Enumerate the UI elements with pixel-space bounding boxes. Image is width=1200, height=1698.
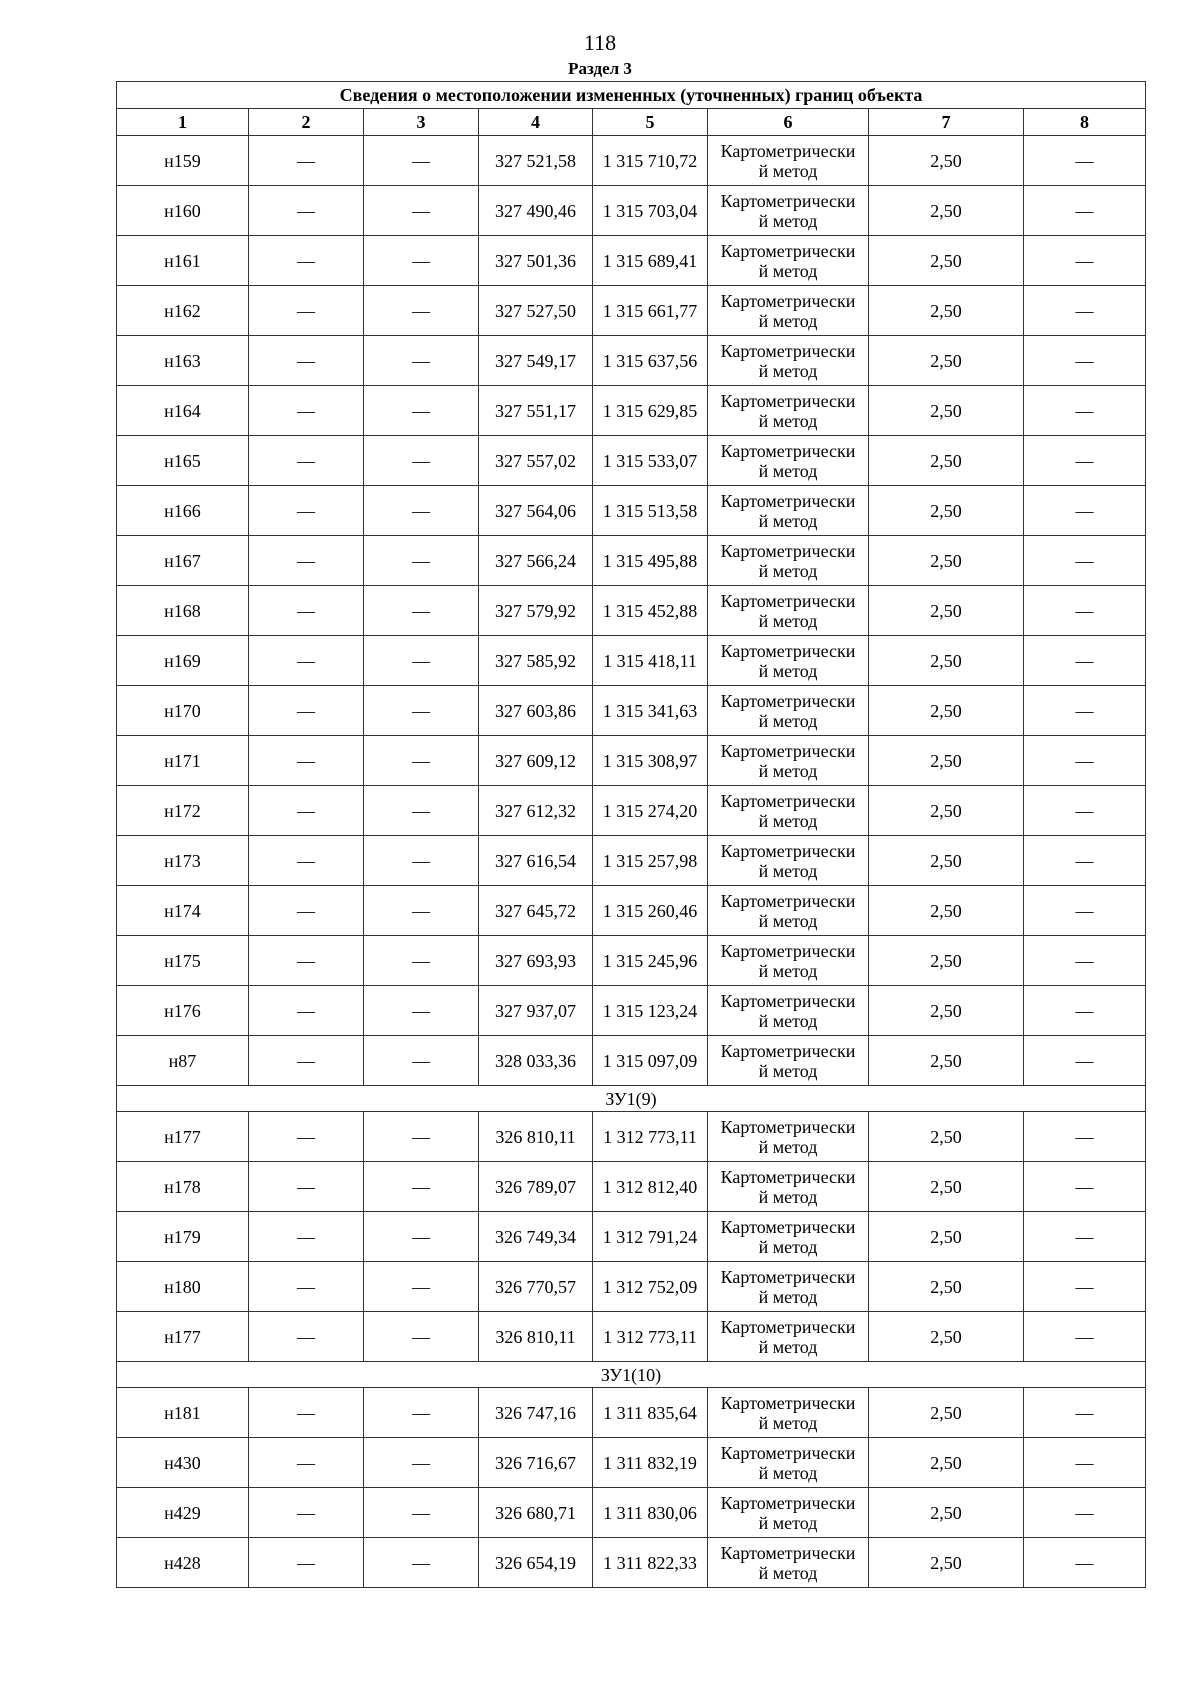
x-coordinate-cell: 326 716,67 xyxy=(479,1438,593,1488)
y-coordinate-cell: 1 315 661,77 xyxy=(593,286,708,336)
col8-value-cell: — xyxy=(1024,136,1146,186)
column-number-row xyxy=(117,109,1146,136)
column-number-3: 3 xyxy=(364,109,479,136)
col3-value-cell: — xyxy=(364,836,479,886)
accuracy-cell: 2,50 xyxy=(869,736,1024,786)
col8-value-cell: — xyxy=(1024,1036,1146,1086)
accuracy-cell: 2,50 xyxy=(869,1538,1024,1588)
group-label: ЗУ1(9) xyxy=(117,1086,1146,1112)
y-coordinate-cell: 1 315 710,72 xyxy=(593,136,708,186)
accuracy-cell: 2,50 xyxy=(869,986,1024,1036)
y-coordinate-cell: 1 315 533,07 xyxy=(593,436,708,486)
col3-value-cell: — xyxy=(364,786,479,836)
y-coordinate-cell: 1 315 418,11 xyxy=(593,636,708,686)
point-name-cell: н179 xyxy=(117,1212,249,1262)
col2-value-cell: — xyxy=(249,336,364,386)
x-coordinate-cell: 327 551,17 xyxy=(479,386,593,436)
group-row xyxy=(117,1086,1146,1112)
method-cell: Картометрически й метод xyxy=(708,236,869,286)
accuracy-cell: 2,50 xyxy=(869,1212,1024,1262)
x-coordinate-cell: 327 693,93 xyxy=(479,936,593,986)
col3-value-cell: — xyxy=(364,1036,479,1086)
col3-value-cell: — xyxy=(364,986,479,1036)
table-row xyxy=(117,836,1146,886)
col8-value-cell: — xyxy=(1024,286,1146,336)
table-row xyxy=(117,1538,1146,1588)
accuracy-cell: 2,50 xyxy=(869,686,1024,736)
accuracy-cell: 2,50 xyxy=(869,436,1024,486)
table-row xyxy=(117,736,1146,786)
table-row xyxy=(117,1262,1146,1312)
col2-value-cell: — xyxy=(249,1162,364,1212)
method-cell: Картометрически й метод xyxy=(708,486,869,536)
col8-value-cell: — xyxy=(1024,386,1146,436)
y-coordinate-cell: 1 311 822,33 xyxy=(593,1538,708,1588)
point-name-cell: н166 xyxy=(117,486,249,536)
col2-value-cell: — xyxy=(249,286,364,336)
point-name-cell: н176 xyxy=(117,986,249,1036)
col2-value-cell: — xyxy=(249,1538,364,1588)
table-row xyxy=(117,1212,1146,1262)
accuracy-cell: 2,50 xyxy=(869,1162,1024,1212)
method-cell: Картометрически й метод xyxy=(708,286,869,336)
point-name-cell: н177 xyxy=(117,1312,249,1362)
x-coordinate-cell: 327 490,46 xyxy=(479,186,593,236)
col2-value-cell: — xyxy=(249,636,364,686)
accuracy-cell: 2,50 xyxy=(869,286,1024,336)
x-coordinate-cell: 327 521,58 xyxy=(479,136,593,186)
col8-value-cell: — xyxy=(1024,736,1146,786)
y-coordinate-cell: 1 315 495,88 xyxy=(593,536,708,586)
method-cell: Картометрически й метод xyxy=(708,1162,869,1212)
x-coordinate-cell: 327 564,06 xyxy=(479,486,593,536)
y-coordinate-cell: 1 312 812,40 xyxy=(593,1162,708,1212)
table-row xyxy=(117,1312,1146,1362)
method-cell: Картометрически й метод xyxy=(708,686,869,736)
point-name-cell: н159 xyxy=(117,136,249,186)
col8-value-cell: — xyxy=(1024,686,1146,736)
coordinates-table xyxy=(116,81,1146,1588)
col3-value-cell: — xyxy=(364,1112,479,1162)
col8-value-cell: — xyxy=(1024,486,1146,536)
table-row xyxy=(117,1388,1146,1438)
point-name-cell: н163 xyxy=(117,336,249,386)
column-number-4: 4 xyxy=(479,109,593,136)
col2-value-cell: — xyxy=(249,986,364,1036)
col8-value-cell: — xyxy=(1024,436,1146,486)
method-cell: Картометрически й метод xyxy=(708,636,869,686)
table-row xyxy=(117,886,1146,936)
method-cell: Картометрически й метод xyxy=(708,336,869,386)
col8-value-cell: — xyxy=(1024,336,1146,386)
y-coordinate-cell: 1 312 752,09 xyxy=(593,1262,708,1312)
y-coordinate-cell: 1 315 123,24 xyxy=(593,986,708,1036)
point-name-cell: н173 xyxy=(117,836,249,886)
table-row xyxy=(117,986,1146,1036)
column-number-7: 7 xyxy=(869,109,1024,136)
method-cell: Картометрически й метод xyxy=(708,1538,869,1588)
col8-value-cell: — xyxy=(1024,1538,1146,1588)
col3-value-cell: — xyxy=(364,636,479,686)
col8-value-cell: — xyxy=(1024,1488,1146,1538)
method-cell: Картометрически й метод xyxy=(708,1112,869,1162)
col8-value-cell: — xyxy=(1024,536,1146,586)
column-number-5: 5 xyxy=(593,109,708,136)
x-coordinate-cell: 326 810,11 xyxy=(479,1312,593,1362)
x-coordinate-cell: 327 585,92 xyxy=(479,636,593,686)
col3-value-cell: — xyxy=(364,286,479,336)
method-cell: Картометрически й метод xyxy=(708,1312,869,1362)
point-name-cell: н429 xyxy=(117,1488,249,1538)
y-coordinate-cell: 1 315 308,97 xyxy=(593,736,708,786)
accuracy-cell: 2,50 xyxy=(869,486,1024,536)
accuracy-cell: 2,50 xyxy=(869,1112,1024,1162)
column-number-1: 1 xyxy=(117,109,249,136)
accuracy-cell: 2,50 xyxy=(869,586,1024,636)
method-cell: Картометрически й метод xyxy=(708,1262,869,1312)
method-cell: Картометрически й метод xyxy=(708,786,869,836)
y-coordinate-cell: 1 315 257,98 xyxy=(593,836,708,886)
column-number-8: 8 xyxy=(1024,109,1146,136)
col8-value-cell: — xyxy=(1024,1162,1146,1212)
table-row xyxy=(117,236,1146,286)
accuracy-cell: 2,50 xyxy=(869,336,1024,386)
accuracy-cell: 2,50 xyxy=(869,386,1024,436)
accuracy-cell: 2,50 xyxy=(869,836,1024,886)
table-row xyxy=(117,286,1146,336)
y-coordinate-cell: 1 312 773,11 xyxy=(593,1312,708,1362)
col8-value-cell: — xyxy=(1024,936,1146,986)
col2-value-cell: — xyxy=(249,436,364,486)
col3-value-cell: — xyxy=(364,1388,479,1438)
x-coordinate-cell: 326 747,16 xyxy=(479,1388,593,1438)
col2-value-cell: — xyxy=(249,686,364,736)
point-name-cell: н428 xyxy=(117,1538,249,1588)
col3-value-cell: — xyxy=(364,736,479,786)
col2-value-cell: — xyxy=(249,836,364,886)
y-coordinate-cell: 1 312 773,11 xyxy=(593,1112,708,1162)
y-coordinate-cell: 1 315 260,46 xyxy=(593,886,708,936)
x-coordinate-cell: 327 501,36 xyxy=(479,236,593,286)
table-row xyxy=(117,386,1146,436)
col2-value-cell: — xyxy=(249,186,364,236)
col3-value-cell: — xyxy=(364,236,479,286)
col2-value-cell: — xyxy=(249,736,364,786)
x-coordinate-cell: 327 579,92 xyxy=(479,586,593,636)
table-row xyxy=(117,636,1146,686)
col2-value-cell: — xyxy=(249,136,364,186)
col8-value-cell: — xyxy=(1024,1312,1146,1362)
point-name-cell: н178 xyxy=(117,1162,249,1212)
table-row xyxy=(117,586,1146,636)
col8-value-cell: — xyxy=(1024,786,1146,836)
point-name-cell: н181 xyxy=(117,1388,249,1438)
col2-value-cell: — xyxy=(249,1312,364,1362)
method-cell: Картометрически й метод xyxy=(708,586,869,636)
method-cell: Картометрически й метод xyxy=(708,1036,869,1086)
accuracy-cell: 2,50 xyxy=(869,636,1024,686)
point-name-cell: н180 xyxy=(117,1262,249,1312)
x-coordinate-cell: 326 680,71 xyxy=(479,1488,593,1538)
col8-value-cell: — xyxy=(1024,636,1146,686)
col2-value-cell: — xyxy=(249,386,364,436)
col8-value-cell: — xyxy=(1024,1438,1146,1488)
col8-value-cell: — xyxy=(1024,586,1146,636)
method-cell: Картометрически й метод xyxy=(708,136,869,186)
accuracy-cell: 2,50 xyxy=(869,1438,1024,1488)
method-cell: Картометрически й метод xyxy=(708,1438,869,1488)
table-row xyxy=(117,936,1146,986)
x-coordinate-cell: 326 749,34 xyxy=(479,1212,593,1262)
table-row xyxy=(117,1438,1146,1488)
point-name-cell: н162 xyxy=(117,286,249,336)
x-coordinate-cell: 327 549,17 xyxy=(479,336,593,386)
point-name-cell: н87 xyxy=(117,1036,249,1086)
point-name-cell: н175 xyxy=(117,936,249,986)
x-coordinate-cell: 327 937,07 xyxy=(479,986,593,1036)
accuracy-cell: 2,50 xyxy=(869,1312,1024,1362)
method-cell: Картометрически й метод xyxy=(708,936,869,986)
x-coordinate-cell: 327 609,12 xyxy=(479,736,593,786)
y-coordinate-cell: 1 315 689,41 xyxy=(593,236,708,286)
method-cell: Картометрически й метод xyxy=(708,1488,869,1538)
col2-value-cell: — xyxy=(249,1112,364,1162)
col8-value-cell: — xyxy=(1024,1212,1146,1262)
accuracy-cell: 2,50 xyxy=(869,1488,1024,1538)
col3-value-cell: — xyxy=(364,886,479,936)
y-coordinate-cell: 1 315 097,09 xyxy=(593,1036,708,1086)
y-coordinate-cell: 1 311 835,64 xyxy=(593,1388,708,1438)
y-coordinate-cell: 1 315 274,20 xyxy=(593,786,708,836)
point-name-cell: н164 xyxy=(117,386,249,436)
col3-value-cell: — xyxy=(364,336,479,386)
y-coordinate-cell: 1 315 513,58 xyxy=(593,486,708,536)
accuracy-cell: 2,50 xyxy=(869,1388,1024,1438)
y-coordinate-cell: 1 315 452,88 xyxy=(593,586,708,636)
y-coordinate-cell: 1 315 703,04 xyxy=(593,186,708,236)
col8-value-cell: — xyxy=(1024,1388,1146,1438)
method-cell: Картометрически й метод xyxy=(708,536,869,586)
col3-value-cell: — xyxy=(364,1262,479,1312)
table-row xyxy=(117,1112,1146,1162)
accuracy-cell: 2,50 xyxy=(869,536,1024,586)
x-coordinate-cell: 327 645,72 xyxy=(479,886,593,936)
accuracy-cell: 2,50 xyxy=(869,936,1024,986)
table-row xyxy=(117,1036,1146,1086)
point-name-cell: н430 xyxy=(117,1438,249,1488)
x-coordinate-cell: 327 566,24 xyxy=(479,536,593,586)
table-row xyxy=(117,186,1146,236)
col3-value-cell: — xyxy=(364,386,479,436)
table-row xyxy=(117,436,1146,486)
x-coordinate-cell: 326 770,57 xyxy=(479,1262,593,1312)
col3-value-cell: — xyxy=(364,186,479,236)
column-number-2: 2 xyxy=(249,109,364,136)
col2-value-cell: — xyxy=(249,586,364,636)
y-coordinate-cell: 1 312 791,24 xyxy=(593,1212,708,1262)
col2-value-cell: — xyxy=(249,1262,364,1312)
col3-value-cell: — xyxy=(364,136,479,186)
method-cell: Картометрически й метод xyxy=(708,736,869,786)
x-coordinate-cell: 327 616,54 xyxy=(479,836,593,886)
y-coordinate-cell: 1 311 830,06 xyxy=(593,1488,708,1538)
accuracy-cell: 2,50 xyxy=(869,236,1024,286)
point-name-cell: н160 xyxy=(117,186,249,236)
col2-value-cell: — xyxy=(249,486,364,536)
x-coordinate-cell: 326 654,19 xyxy=(479,1538,593,1588)
x-coordinate-cell: 327 527,50 xyxy=(479,286,593,336)
accuracy-cell: 2,50 xyxy=(869,1262,1024,1312)
x-coordinate-cell: 327 557,02 xyxy=(479,436,593,486)
point-name-cell: н172 xyxy=(117,786,249,836)
group-row xyxy=(117,1362,1146,1388)
y-coordinate-cell: 1 315 629,85 xyxy=(593,386,708,436)
table-row xyxy=(117,786,1146,836)
col2-value-cell: — xyxy=(249,1488,364,1538)
col8-value-cell: — xyxy=(1024,236,1146,286)
col2-value-cell: — xyxy=(249,936,364,986)
col3-value-cell: — xyxy=(364,1162,479,1212)
section-title: Раздел 3 xyxy=(568,59,632,78)
x-coordinate-cell: 328 033,36 xyxy=(479,1036,593,1086)
point-name-cell: н167 xyxy=(117,536,249,586)
page-number: 118 xyxy=(583,30,617,55)
col2-value-cell: — xyxy=(249,786,364,836)
col3-value-cell: — xyxy=(364,1488,479,1538)
table-row xyxy=(117,1488,1146,1538)
y-coordinate-cell: 1 315 245,96 xyxy=(593,936,708,986)
table-row xyxy=(117,486,1146,536)
method-cell: Картометрически й метод xyxy=(708,436,869,486)
method-cell: Картометрически й метод xyxy=(708,386,869,436)
method-cell: Картометрически й метод xyxy=(708,186,869,236)
col8-value-cell: — xyxy=(1024,1112,1146,1162)
method-cell: Картометрически й метод xyxy=(708,836,869,886)
point-name-cell: н171 xyxy=(117,736,249,786)
col3-value-cell: — xyxy=(364,436,479,486)
x-coordinate-cell: 326 810,11 xyxy=(479,1112,593,1162)
point-name-cell: н177 xyxy=(117,1112,249,1162)
col2-value-cell: — xyxy=(249,236,364,286)
y-coordinate-cell: 1 315 637,56 xyxy=(593,336,708,386)
accuracy-cell: 2,50 xyxy=(869,886,1024,936)
col2-value-cell: — xyxy=(249,1388,364,1438)
col2-value-cell: — xyxy=(249,1036,364,1086)
table-row xyxy=(117,686,1146,736)
point-name-cell: н168 xyxy=(117,586,249,636)
table-caption: Сведения о местоположении измененных (уточненных) границ объекта xyxy=(117,82,1146,109)
x-coordinate-cell: 327 603,86 xyxy=(479,686,593,736)
col3-value-cell: — xyxy=(364,486,479,536)
y-coordinate-cell: 1 311 832,19 xyxy=(593,1438,708,1488)
column-number-6: 6 xyxy=(708,109,869,136)
method-cell: Картометрически й метод xyxy=(708,1388,869,1438)
accuracy-cell: 2,50 xyxy=(869,786,1024,836)
point-name-cell: н174 xyxy=(117,886,249,936)
accuracy-cell: 2,50 xyxy=(869,186,1024,236)
group-label: ЗУ1(10) xyxy=(117,1362,1146,1388)
col3-value-cell: — xyxy=(364,936,479,986)
accuracy-cell: 2,50 xyxy=(869,1036,1024,1086)
col8-value-cell: — xyxy=(1024,986,1146,1036)
table-caption-row xyxy=(117,82,1146,109)
x-coordinate-cell: 326 789,07 xyxy=(479,1162,593,1212)
table-row xyxy=(117,536,1146,586)
method-cell: Картометрически й метод xyxy=(708,886,869,936)
col3-value-cell: — xyxy=(364,1312,479,1362)
point-name-cell: н165 xyxy=(117,436,249,486)
method-cell: Картометрически й метод xyxy=(708,986,869,1036)
table-row xyxy=(117,1162,1146,1212)
col8-value-cell: — xyxy=(1024,886,1146,936)
col2-value-cell: — xyxy=(249,1212,364,1262)
col8-value-cell: — xyxy=(1024,186,1146,236)
col8-value-cell: — xyxy=(1024,836,1146,886)
col3-value-cell: — xyxy=(364,586,479,636)
accuracy-cell: 2,50 xyxy=(869,136,1024,186)
x-coordinate-cell: 327 612,32 xyxy=(479,786,593,836)
col2-value-cell: — xyxy=(249,1438,364,1488)
col2-value-cell: — xyxy=(249,886,364,936)
col3-value-cell: — xyxy=(364,536,479,586)
col3-value-cell: — xyxy=(364,686,479,736)
y-coordinate-cell: 1 315 341,63 xyxy=(593,686,708,736)
col3-value-cell: — xyxy=(364,1212,479,1262)
col3-value-cell: — xyxy=(364,1438,479,1488)
table-row xyxy=(117,136,1146,186)
col8-value-cell: — xyxy=(1024,1262,1146,1312)
point-name-cell: н161 xyxy=(117,236,249,286)
point-name-cell: н169 xyxy=(117,636,249,686)
table-row xyxy=(117,336,1146,386)
col2-value-cell: — xyxy=(249,536,364,586)
method-cell: Картометрически й метод xyxy=(708,1212,869,1262)
col3-value-cell: — xyxy=(364,1538,479,1588)
point-name-cell: н170 xyxy=(117,686,249,736)
